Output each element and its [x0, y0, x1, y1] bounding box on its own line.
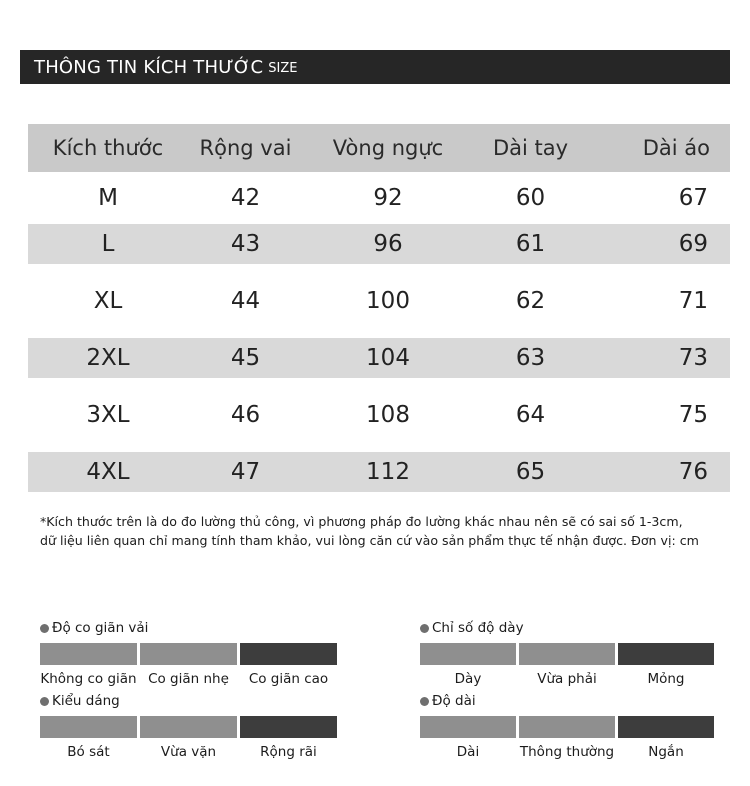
table-row	[28, 378, 730, 452]
scale-label: Không co giãn	[40, 671, 137, 687]
scale-bar	[420, 643, 516, 665]
scale-label: Ngắn	[648, 744, 684, 760]
scale-label: Dày	[454, 671, 482, 687]
scale-bar	[140, 716, 237, 738]
scale-bar-selected	[618, 716, 714, 738]
cell-shoulder: 42	[230, 185, 261, 211]
cell-shoulder: 47	[188, 452, 303, 492]
scale-label: Co giãn nhẹ	[148, 671, 229, 687]
attribute-thickness	[420, 619, 717, 687]
table-row	[28, 172, 730, 224]
cell-shoulder: 45	[188, 338, 303, 378]
cell-sleeve: 60	[515, 185, 546, 211]
scale-labels	[40, 744, 340, 760]
bullet-icon	[40, 697, 49, 706]
cell-sleeve: 62	[515, 288, 546, 314]
cell-length: 69	[588, 224, 730, 264]
cell-length: 71	[678, 288, 708, 314]
cell-size: L	[28, 224, 188, 264]
cell-size: M	[98, 185, 118, 211]
scale-label: Mỏng	[647, 671, 685, 687]
col-header-length: Dài áo	[588, 124, 730, 172]
cell-shoulder: 46	[230, 402, 261, 428]
attribute-fit	[40, 692, 340, 760]
scale-label: Bó sát	[67, 744, 110, 760]
cell-chest: 104	[303, 338, 473, 378]
scale-bar	[140, 643, 237, 665]
bullet-icon	[420, 624, 429, 633]
table-row	[28, 224, 730, 264]
cell-length: 75	[678, 402, 708, 428]
scale-bar	[519, 643, 615, 665]
bullet-icon	[420, 697, 429, 706]
title-bar	[20, 50, 730, 84]
cell-length: 73	[588, 338, 730, 378]
scale-label: Dài	[456, 744, 480, 760]
cell-sleeve: 63	[473, 338, 588, 378]
scale-bars	[420, 643, 717, 665]
scale-label: Co giãn cao	[248, 671, 329, 687]
scale-labels	[40, 671, 340, 687]
attribute-title: Chỉ số độ dày	[432, 620, 524, 636]
scale-bar-selected	[618, 643, 714, 665]
table-row	[28, 264, 730, 338]
scale-bar-selected	[240, 716, 337, 738]
col-header-shoulder: Rộng vai	[188, 124, 303, 172]
measurement-note	[40, 512, 730, 550]
scale-bar-selected	[240, 643, 337, 665]
attribute-title: Kiểu dáng	[52, 693, 120, 709]
page-title: THÔNG TIN KÍCH THƯỚC	[34, 56, 264, 78]
col-header-chest: Vòng ngực	[303, 124, 473, 172]
cell-size: 4XL	[28, 452, 188, 492]
scale-labels	[420, 744, 717, 760]
scale-bars	[40, 643, 340, 665]
scale-label: Rộng rãi	[260, 744, 317, 760]
cell-sleeve: 65	[473, 452, 588, 492]
cell-chest: 92	[373, 185, 403, 211]
cell-chest: 108	[366, 402, 410, 428]
scale-bar	[40, 716, 137, 738]
scale-labels	[420, 671, 717, 687]
cell-shoulder: 44	[230, 288, 261, 314]
scale-label: Vừa phải	[537, 671, 597, 687]
scale-label: Thông thường	[519, 744, 615, 760]
attribute-stretch	[40, 619, 340, 687]
note-line-2: dữ liệu liên quan chỉ mang tính tham khảo, vui lòng căn cứ vào sản phẩm thực tế nhận được. Đơn vị: cm	[40, 533, 699, 548]
col-header-sleeve: Dài tay	[473, 124, 588, 172]
table-row	[28, 452, 730, 492]
scale-bar	[40, 643, 137, 665]
size-table	[28, 124, 730, 492]
cell-chest: 96	[303, 224, 473, 264]
cell-size: XL	[93, 288, 123, 314]
bullet-icon	[40, 624, 49, 633]
attribute-length	[420, 692, 717, 760]
scale-bars	[420, 716, 717, 738]
table-row	[28, 338, 730, 378]
cell-chest: 100	[366, 288, 410, 314]
scale-label: Vừa vặn	[160, 744, 217, 760]
scale-bar	[420, 716, 516, 738]
cell-length: 76	[588, 452, 730, 492]
table-header-row	[28, 124, 730, 172]
cell-sleeve: 61	[473, 224, 588, 264]
cell-chest: 112	[303, 452, 473, 492]
scale-bars	[40, 716, 340, 738]
cell-size: 3XL	[86, 402, 130, 428]
attribute-title: Độ dài	[432, 693, 476, 709]
attribute-title: Độ co giãn vải	[52, 620, 149, 636]
page-subtitle: SIZE	[268, 61, 298, 76]
cell-shoulder: 43	[188, 224, 303, 264]
cell-length: 67	[678, 185, 708, 211]
col-header-size: Kích thước	[28, 124, 188, 172]
cell-size: 2XL	[28, 338, 188, 378]
scale-bar	[519, 716, 615, 738]
cell-sleeve: 64	[515, 402, 546, 428]
note-line-1: *Kích thước trên là do đo lường thủ công, vì phương pháp đo lường khác nhau nên sẽ có sai số 1-3cm,	[40, 514, 683, 529]
